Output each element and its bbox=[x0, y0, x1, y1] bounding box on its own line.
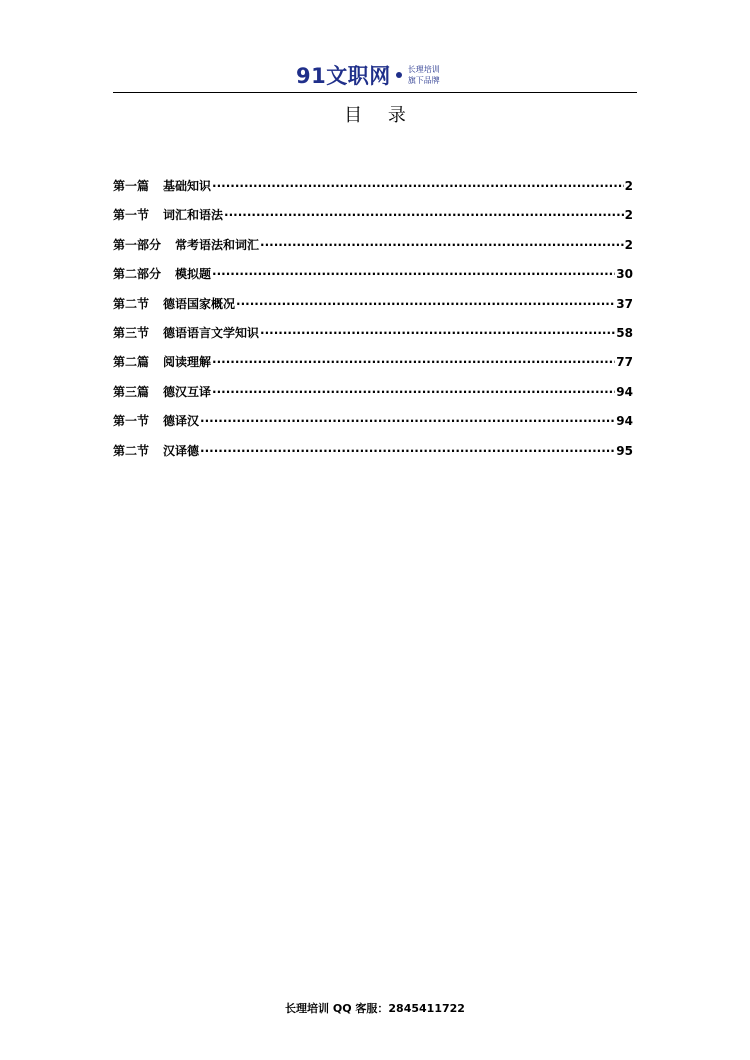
toc-entry-prefix: 第一部分 bbox=[113, 237, 162, 252]
table-of-contents bbox=[113, 177, 633, 471]
page-footer: 长理培训 QQ 客服：2845411722 bbox=[285, 1002, 465, 1015]
toc-leader-dots bbox=[200, 414, 615, 428]
toc-leader-dots bbox=[212, 355, 615, 369]
toc-leader-dots bbox=[224, 208, 624, 222]
logo-dot-icon bbox=[396, 72, 402, 78]
toc-entry-page: 2 bbox=[624, 208, 633, 223]
toc-entry[interactable] bbox=[113, 177, 633, 206]
toc-entry-page: 77 bbox=[616, 355, 633, 370]
toc-entry-page: 94 bbox=[616, 384, 633, 399]
toc-entry[interactable] bbox=[113, 412, 633, 441]
logo bbox=[296, 60, 440, 90]
toc-entry-page: 95 bbox=[616, 443, 633, 458]
toc-entry-prefix: 第二部分 bbox=[113, 267, 162, 282]
toc-entry-title: 常考语法和词汇 bbox=[175, 237, 260, 252]
toc-leader-dots bbox=[212, 267, 615, 281]
toc-leader-dots bbox=[200, 444, 615, 458]
toc-leader-dots bbox=[212, 179, 624, 193]
toc-entry[interactable] bbox=[113, 383, 633, 412]
toc-entry-page: 30 bbox=[616, 267, 633, 282]
toc-entry-prefix: 第三节 bbox=[113, 325, 150, 340]
toc-entry[interactable] bbox=[113, 206, 633, 235]
toc-leader-dots bbox=[260, 238, 624, 252]
toc-entry[interactable] bbox=[113, 324, 633, 353]
toc-leader-dots bbox=[236, 297, 615, 311]
toc-entry-prefix: 第一节 bbox=[113, 208, 150, 223]
toc-entry-prefix: 第一节 bbox=[113, 414, 150, 429]
logo-subtitle bbox=[408, 64, 440, 86]
toc-entry[interactable] bbox=[113, 353, 633, 382]
logo-subtitle-line1: 长理培训 bbox=[407, 65, 440, 74]
logo-subtitle-line2: 旗下品牌 bbox=[407, 76, 440, 85]
toc-entry[interactable] bbox=[113, 442, 633, 471]
toc-entry[interactable] bbox=[113, 236, 633, 265]
toc-entry-prefix: 第二节 bbox=[113, 443, 150, 458]
toc-entry-prefix: 第三篇 bbox=[113, 384, 150, 399]
toc-entry-title: 模拟题 bbox=[175, 267, 212, 282]
toc-entry-page: 37 bbox=[616, 296, 633, 311]
toc-leader-dots bbox=[212, 385, 615, 399]
toc-entry-page: 58 bbox=[616, 325, 633, 340]
page-title: 目 录 bbox=[344, 105, 416, 126]
toc-entry-page: 2 bbox=[624, 237, 633, 252]
toc-entry[interactable] bbox=[113, 265, 633, 294]
toc-entry-page: 2 bbox=[624, 179, 633, 193]
toc-entry-prefix: 第二节 bbox=[113, 296, 150, 311]
logo-text: 91文职网 bbox=[296, 64, 391, 88]
toc-entry-title: 基础知识 bbox=[163, 179, 212, 193]
toc-entry-title: 德语语言文学知识 bbox=[163, 325, 260, 340]
toc-entry-title: 德汉互译 bbox=[163, 384, 212, 399]
toc-entry-prefix: 第二篇 bbox=[113, 355, 150, 370]
toc-entry-title: 德译汉 bbox=[163, 414, 200, 429]
toc-leader-dots bbox=[260, 326, 615, 340]
toc-entry[interactable] bbox=[113, 295, 633, 324]
page-header bbox=[113, 56, 637, 93]
toc-entry-title: 德语国家概况 bbox=[163, 296, 236, 311]
toc-entry-title: 阅读理解 bbox=[163, 355, 212, 370]
toc-entry-title: 词汇和语法 bbox=[163, 208, 224, 223]
toc-entry-page: 94 bbox=[616, 414, 633, 429]
toc-entry-title: 汉译德 bbox=[163, 443, 200, 458]
toc-entry-prefix: 第一篇 bbox=[113, 179, 150, 193]
